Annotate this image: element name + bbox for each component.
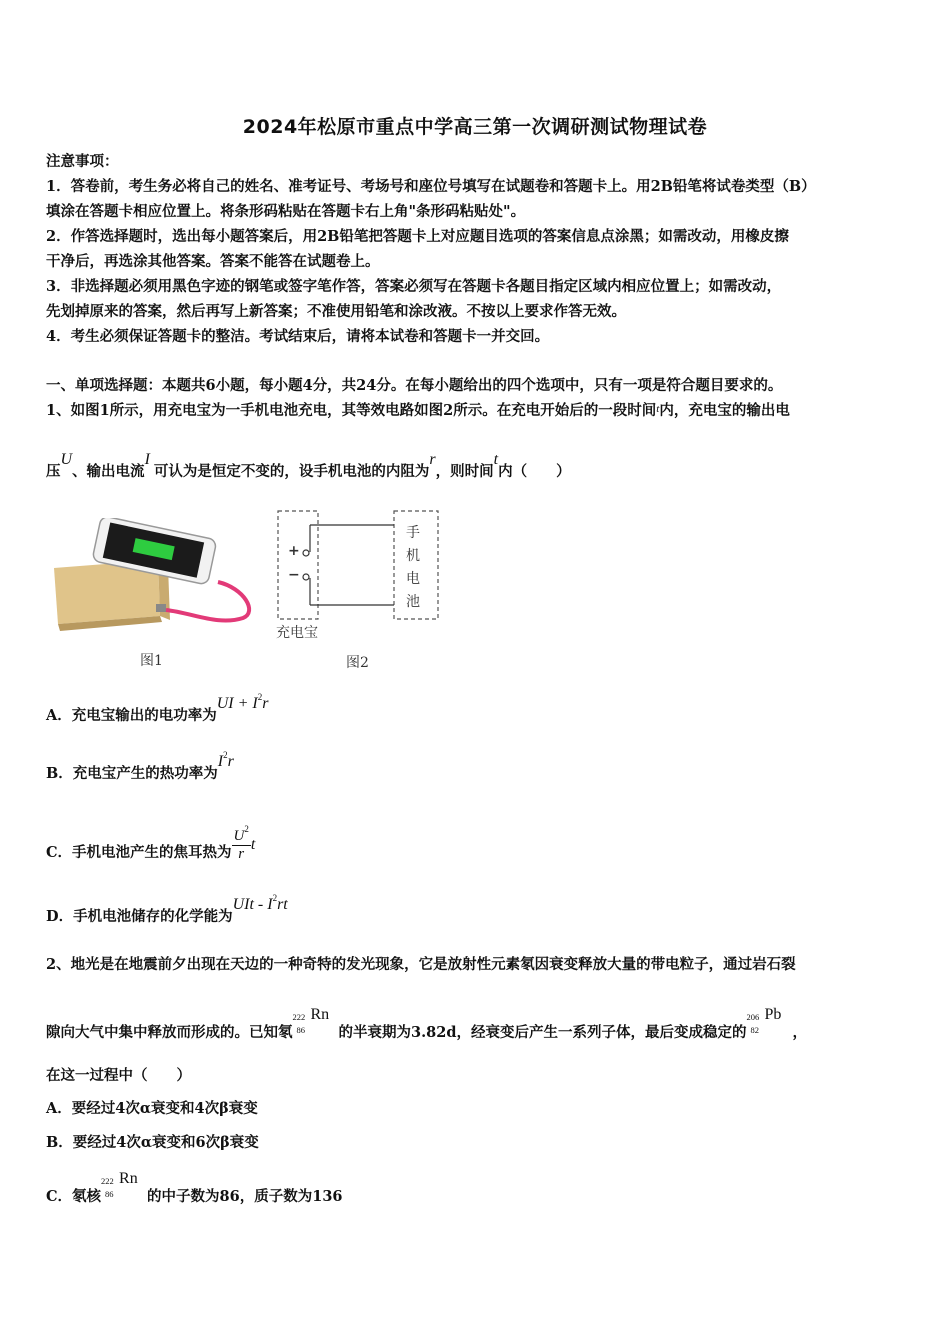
element-symbol: Rn [119,1170,138,1187]
negative-terminal [303,574,309,580]
var-t: t [656,403,660,415]
notice-heading: 注意事项： [46,153,119,170]
formula-part: r [227,753,234,770]
exponent: 2 [257,692,263,702]
q1-text: 内，充电宝的输出电 [659,402,790,419]
atomic-number: 86 [296,1025,305,1035]
q1-option-a [46,692,916,727]
positive-terminal [303,550,309,556]
powerbank-label: 充电宝 [276,625,318,641]
var-t: t [493,451,499,468]
notice-line: 先划掉原来的答案，然后再写上新答案；不准使用铅笔和涂改液。不按以上要求作答无效。 [46,303,626,320]
usb-port [156,604,166,612]
notice-line: 填涂在答题卡相应位置上。将条形码粘贴在答题卡右上角"条形码粘贴处"。 [46,203,526,220]
minus-sign: − [288,567,300,583]
q1-text: 可认为是恒定不变的，设手机电池的内阻为 [153,463,430,480]
var-U: U [60,451,73,468]
element-symbol: Rn [310,1006,330,1023]
q1-option-b [46,750,916,785]
notice-line: 干净后，再选涂其他答案。答案不能答在试题卷上。 [46,253,380,270]
formula-part: t [250,836,256,853]
atomic-number: 82 [750,1025,759,1035]
option-text: C．手机电池产生的焦耳热为 [46,844,232,861]
exponent: 2 [244,824,249,834]
formula-part: I [217,753,224,770]
mass-number: 206 [746,1012,760,1022]
formula-part: UI + I [216,695,258,712]
q1-option-d [46,893,916,928]
q2-line1: 2、地光是在地震前夕出现在天边的一种奇特的发光现象，它是放射性元素氡因衰变释放大量的带电粒子，通过岩石裂 [46,956,796,973]
radon-nuclide [101,1170,147,1199]
formula-part: UIt - I [232,896,273,913]
q1-line1 [46,401,916,422]
powerbank-box [278,511,318,619]
battery-label-char: 池 [406,594,420,610]
q2-text: ， [792,1024,807,1041]
q1-option-c [46,824,916,870]
mass-number: 222 [292,1012,306,1022]
powerbank-phone-figure [48,518,258,633]
battery-label-char: 电 [406,571,420,587]
formula-part: U [233,828,245,844]
q1-line2 [46,451,916,482]
fraction [232,824,251,862]
formula-part: rt [277,896,288,913]
notice-line: 4．考生必须保证答题卡的整洁。考试结束后，请将本试卷和答题卡一并交回。 [46,328,550,345]
option-text: D．手机电池储存的化学能为 [46,908,233,925]
q2-line3: 在这一过程中（ ） [46,1067,191,1084]
battery-label-char: 机 [406,548,420,564]
fraction-denominator: r [238,846,245,862]
var-r: r [429,451,436,468]
option-formula [232,893,288,913]
notice-line: 1．答卷前，考生务必将自己的姓名、准考证号、考场号和座位号填写在试题卷和答题卡上。用2B铅笔将试卷类型（B） [46,178,816,195]
exponent: 2 [223,750,228,760]
radon-nuclide [292,1006,339,1035]
q2-text: C．氡核 [46,1188,102,1205]
lead-nuclide [746,1006,792,1035]
q1-text: ，则时间 [435,463,494,480]
q1-text: 1、如图1所示，用充电宝为一手机电池充电，其等效电路如图2所示。在充电开始后的一段时间 [46,402,657,419]
fig2-label: 图2 [346,655,369,671]
q2-option-b: B．要经过4次α衰变和6次β衰变 [46,1134,259,1151]
notice-line: 2．作答选择题时，选出每小题答案后，用2B铅笔把答题卡上对应题目选项的答案信息点涂黑；如需改动，用橡皮擦 [46,228,789,245]
var-I: I [144,451,150,468]
option-text: A．充电宝输出的电功率为 [46,707,217,724]
option-formula [216,692,269,712]
fraction-numerator [232,824,251,846]
mass-number: 222 [101,1176,114,1186]
q2-text: 隙向大气中集中释放而形成的。已知氡 [46,1024,293,1041]
atomic-number: 86 [105,1189,114,1199]
q1-text: 压 [46,463,61,480]
element-symbol: Pb [764,1006,782,1023]
option-text: B．充电宝产生的热功率为 [46,765,218,782]
plus-sign: + [288,543,300,559]
section-heading: 一、单项选择题：本题共6小题，每小题4分，共24分。在每小题给出的四个选项中，只有一项是符合题目要求的。 [46,377,783,394]
q1-text: 、输出电流 [72,463,145,480]
exam-title: 2024年松原市重点中学高三第一次调研测试物理试卷 [242,116,708,138]
exponent: 2 [272,893,278,903]
q2-line2 [46,1006,916,1043]
q2-option-a: A．要经过4次α衰变和4次β衰变 [46,1100,258,1117]
fig1-label: 图1 [140,653,163,669]
q1-text: 内（ ） [498,463,571,480]
formula-part: r [262,695,269,712]
q2-text: 的半衰期为3.82d，经衰变后产生一系列子体，最后变成稳定的 [338,1024,747,1041]
option-formula [217,750,234,770]
q2-option-c [46,1170,916,1207]
battery-label-char: 手 [406,525,420,541]
notice-line: 3．非选择题必须用黑色字迹的钢笔或签字笔作答，答案必须写在答题卡各题目指定区域内相应位置上；如需改动， [46,278,782,295]
charging-cable [166,582,249,621]
q2-text: 的中子数为86，质子数为136 [147,1188,343,1205]
